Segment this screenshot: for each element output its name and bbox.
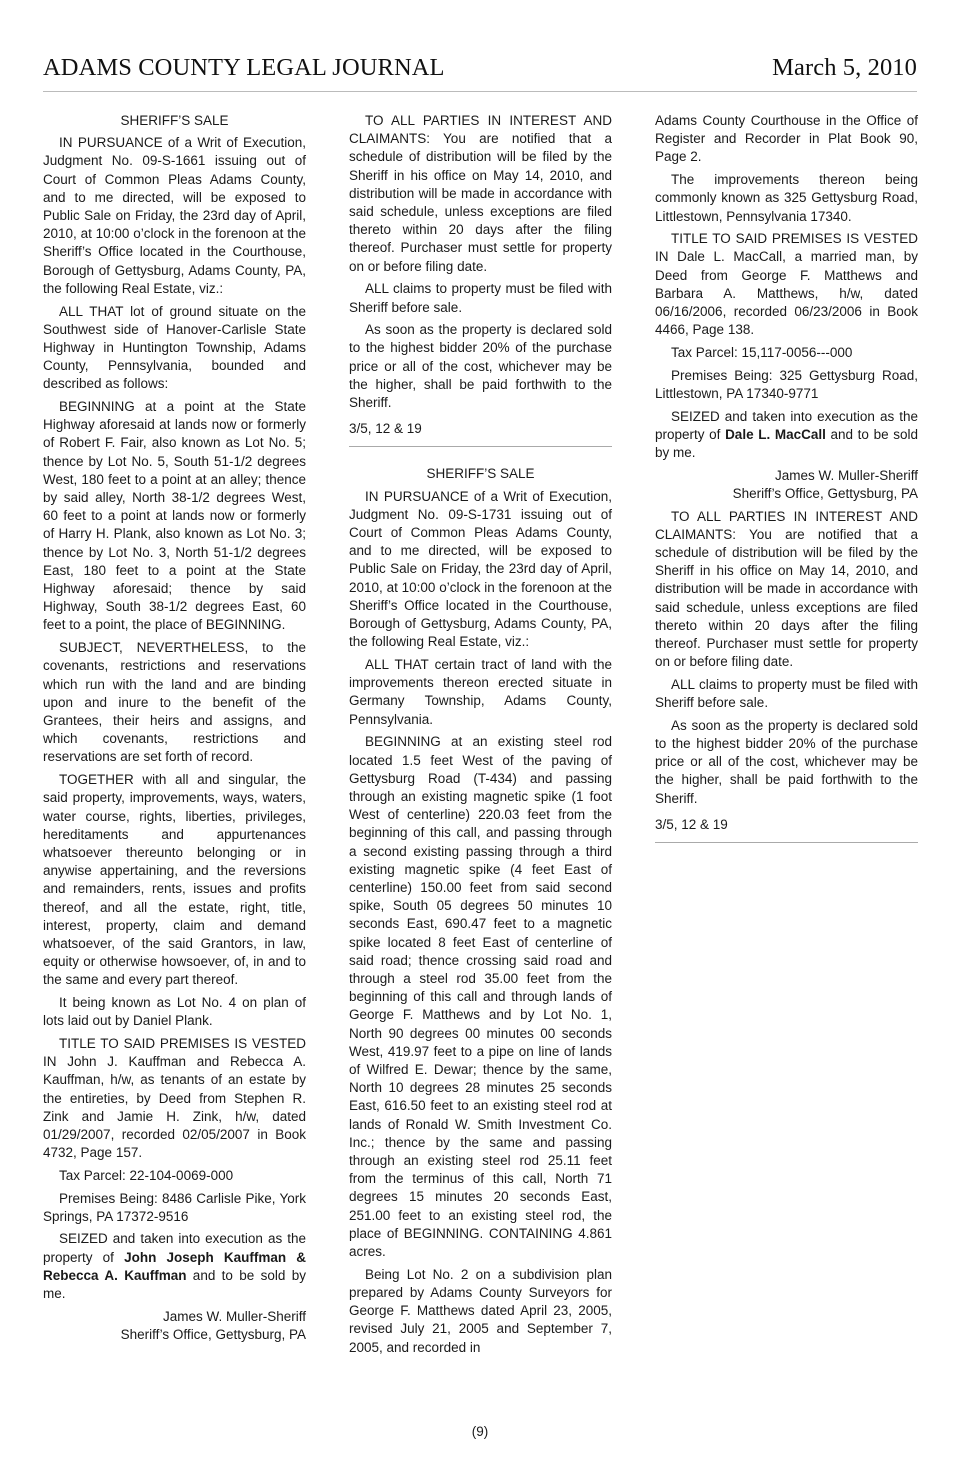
publication-dates: 3/5, 12 & 19: [349, 421, 422, 437]
notice-paragraph: ALL claims to property must be filed with Sheriff before sale.: [655, 676, 918, 711]
premises-address: Premises Being: 8486 Carlisle Pike, York Springs, PA 17372-9516: [43, 1190, 306, 1224]
tax-parcel: Tax Parcel: 22-104-0069-000: [59, 1167, 234, 1183]
notice-paragraph: It being known as Lot No. 4 on plan of lots laid out by Daniel Plank.: [43, 995, 306, 1029]
masthead: [43, 52, 917, 92]
notice-divider: [655, 842, 918, 843]
notice-divider: [349, 446, 612, 447]
notice-paragraph: Being Lot No. 2 on a subdivision plan prepared by Adams County Surveyors for George F. Matthews dated April 23, 2005, revised July 21, 2005 and September 7, 2005, and recorded in: [349, 1266, 612, 1355]
sheriff-signature: James W. Muller-Sheriff: [162, 1308, 306, 1324]
notice-paragraph: IN PURSUANCE of a Writ of Execution, Judgment No. 09-S-1661 issuing out of Court of Common Pleas Adams County, and to me directed, will be exposed to Public Sale on Friday, the 23rd day of April, 2010, at 10:00 o’clock in the forenoon at the Sheriff’s Office located in the Courthouse, Borough of Gettysburg, Adams County, PA, the following Real Estate, viz.:: [43, 135, 306, 296]
notice-paragraph: As soon as the property is declared sold to the highest bidder 20% of the purchase price or all of the cost, whichever may be the higher, shall be paid forthwith to the Sheriff.: [655, 717, 918, 806]
notice-paragraph: BEGINNING at a point at the State Highway aforesaid at lands now or formerly of Robert F. Fair, also known as Lot No. 5; thence by Lot No. 5, South 51-1/2 degrees West, 180 feet to a point at an alley; thence by said alley, North 38-1/2 degrees West, 60 feet to a point at lands now or formerly of Harry H. Plank, also known as Lot No. 3; thence by Lot No. 3, North 51-1/2 degrees East, 180 feet to a point at the State Highway aforesaid; thence by said Highway, South 38-1/2 degrees East, 60 feet to a point, the place of BEGINNING.: [43, 399, 306, 633]
notice-paragraph: TITLE TO SAID PREMISES IS VESTED IN John J. Kauffman and Rebecca A. Kauffman, h/w, as tenants of an estate by the entireties, by Deed from Stephen R. Zink and Jamie H. Zink, h/w, dated 01/29/2007, recorded 02/05/2007 in Book 4732, Page 157.: [43, 1035, 306, 1161]
defendant-name: John Joseph Kauffman & Rebecca A. Kauffman: [43, 1249, 306, 1283]
notice-paragraph: ALL claims to property must be filed with Sheriff before sale.: [349, 281, 612, 315]
notice-paragraph: Adams County Courthouse in the Office of Register and Recorder in Plat Book 90, Page 2.: [655, 113, 918, 165]
header-divider: [43, 91, 917, 92]
column-2: [349, 112, 612, 1361]
seizure-statement: [655, 408, 918, 463]
seizure-statement: [43, 1230, 306, 1303]
sheriff-signature: James W. Muller-Sheriff: [774, 467, 918, 483]
notice-title: SHERIFF’S SALE: [426, 466, 535, 482]
seizure-text-end: and to be sold by me.: [43, 1267, 306, 1302]
sheriff-office: Sheriff’s Office, Gettysburg, PA: [120, 1327, 306, 1342]
column-1: [43, 112, 306, 1349]
notice-paragraph: As soon as the property is declared sold to the highest bidder 20% of the purchase price or all of the cost, whichever may be the higher, shall be paid forthwith to the Sheriff.: [349, 322, 612, 411]
sheriff-office: Sheriff’s Office, Gettysburg, PA: [732, 485, 918, 501]
publication-title: ADAMS COUNTY LEGAL JOURNAL: [43, 54, 445, 81]
notice-paragraph: ALL THAT lot of ground situate on the Southwest side of Hanover-Carlisle State Highway in Huntington Township, Adams County, Pennsylvania, bounded and described as follows:: [43, 303, 306, 392]
column-3: [655, 112, 918, 861]
notice-paragraph: The improvements thereon being commonly known as 325 Gettysburg Road, Littlestown, Pennsylvania 17340.: [655, 172, 918, 224]
notice-paragraph: IN PURSUANCE of a Writ of Execution, Judgment No. 09-S-1731 issuing out of Court of Common Pleas Adams County, and to me directed, will be exposed to Public Sale on Friday, the 23rd day of April, 2010, at 10:00 o’clock in the forenoon at the Sheriff’s Office located in the Courthouse, Borough of Gettysburg, Adams County, PA, the following Real Estate, viz.:: [349, 488, 612, 650]
seizure-text: SEIZED and taken into execution as the property of: [43, 1231, 306, 1265]
notice-paragraph: TOGETHER with all and singular, the said property, improvements, ways, waters, water course, rights, liberties, privileges, hereditaments and appurtenances whatsoever thereunto belonging or in anywise appertaining, and the reversions and remainders, rents, issues and profits thereof, and all the estate, right, title, interest, property, claim and demand whatsoever, of the said Grantors, in law, equity or otherwise howsoever, of, in and to the same and every part thereof.: [43, 772, 306, 988]
defendant-name: Dale L. MacCall: [725, 426, 826, 442]
page-number: (9): [471, 1424, 489, 1439]
notice-paragraph: SUBJECT, NEVERTHELESS, to the covenants, restrictions and reservations which run with the land and are binding upon and inure to the benefit of the Grantees, their heirs and assigns, and which covenants, restrictions and reservations are set forth of record.: [43, 640, 306, 765]
notice-paragraph: TO ALL PARTIES IN INTEREST AND CLAIMANTS: You are notified that a schedule of distribution will be filed by the Sheriff in his office on May 14, 2010, and distribution will be made in accordance with said schedule, unless exceptions are filed thereto within 20 days after the filing thereof. Purchaser must settle for property on or before filing date.: [655, 508, 918, 670]
notice-paragraph: TO ALL PARTIES IN INTEREST AND CLAIMANTS: You are notified that a schedule of distribution will be filed by the Sheriff in his office on May 14, 2010, and distribution will be made in accordance with said schedule, unless exceptions are filed thereto within 20 days after the filing thereof. Purchaser must settle for property on or before filing date.: [349, 113, 612, 274]
publication-dates: 3/5, 12 & 19: [655, 816, 728, 832]
notice-paragraph: ALL THAT certain tract of land with the improvements thereon erected situate in Germany Township, Adams County, Pennsylvania.: [349, 656, 612, 727]
notice-paragraph: BEGINNING at an existing steel rod located 1.5 feet West of the paving of Gettysburg Road (T-434) and passing through an existing magnetic spike (1 foot West of centerline) 220.03 feet from the beginning of this call, and passing through a second existing passing through a third existing magnetic spike (4 feet East of centerline) 150.00 feet from said second spike, South 05 degrees 50 minutes 10 seconds East, 690.47 feet to a magnetic spike located 8 feet East of centerline of said road; thence crossing said road and through a steel rod 35.00 feet from the beginning of this call and through lands of George F. Matthews and by Lot No. 1, North 90 degrees 00 minutes 00 seconds West, 419.97 feet to a pipe on line of lands of Wilfred E. Dewar; thence by the same, North 10 degrees 28 minutes 25 seconds East, 616.50 feet to an existing steel rod at lands of Ronald W. Smith Investment Co. Inc.; thence by the same and passing through an existing steel rod 25.11 feet from the terminus of this call, North 71 degrees 15 minutes 20 seconds East, 251.00 feet to an existing steel rod, the place of BEGINNING. CONTAINING 4.861 acres.: [349, 734, 612, 1259]
premises-address: Premises Being: 325 Gettysburg Road, Littlestown, PA 17340-9771: [655, 367, 918, 401]
notice-paragraph: TITLE TO SAID PREMISES IS VESTED IN Dale L. MacCall, a married man, by Deed from George F. Matthews and Barbara A. Matthews, h/w, dated 06/16/2006, recorded 06/23/2006 in Book 4466, Page 138.: [655, 231, 918, 338]
issue-date: March 5, 2010: [772, 54, 917, 81]
tax-parcel: Tax Parcel: 15,117-0056---000: [671, 344, 853, 360]
seizure-text-end: and to be sold by me.: [655, 426, 918, 460]
seizure-text: SEIZED and taken into execution as the property of: [655, 408, 918, 442]
notice-title: SHERIFF’S SALE: [120, 113, 229, 128]
